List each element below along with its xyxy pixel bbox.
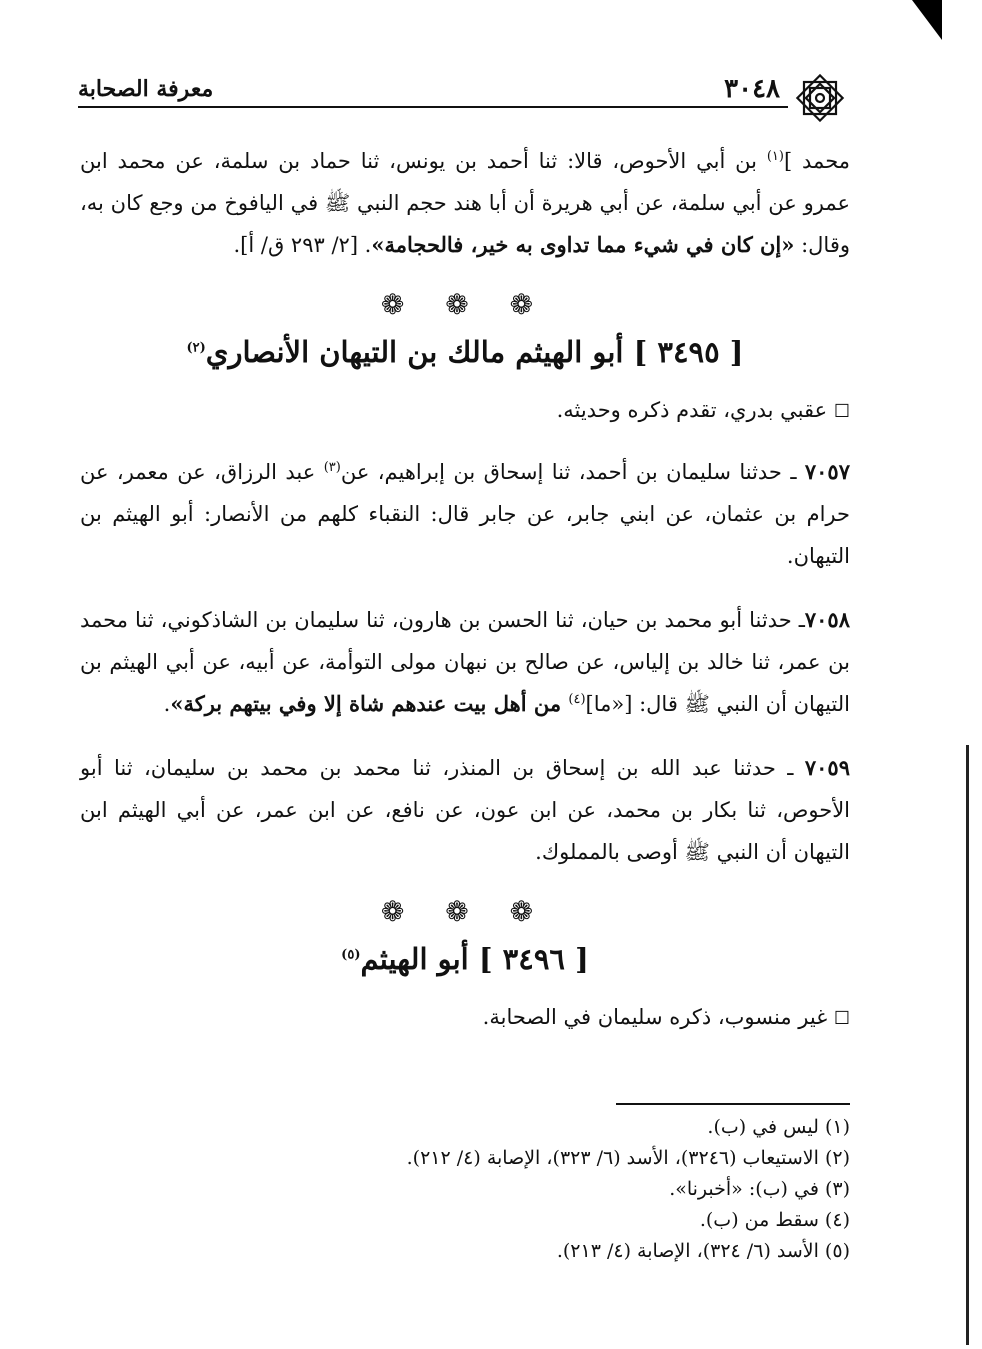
entry-heading-3496	[80, 936, 850, 982]
hadith-quote: «إن كان في شيء مما تداوى به خير، فالحجامة»	[371, 232, 795, 257]
margin-rule	[966, 745, 969, 1345]
hadith-number: ٧٠٥٨	[804, 607, 850, 632]
footnotes	[80, 1112, 850, 1267]
corner-mark	[912, 0, 942, 40]
hadith-7057	[80, 451, 850, 577]
entry-name: أبو الهيثم	[360, 942, 479, 976]
footnote-ref-2: (٢)	[186, 340, 206, 356]
footnote-ref-1: (١)	[766, 149, 784, 164]
section-divider-stars: ❁ ❁ ❁	[380, 288, 550, 321]
note-text: غير منسوب، ذكره سليمان في الصحابة.	[482, 1005, 834, 1029]
biography-note	[80, 389, 850, 433]
footnote-5: (٥) الأسد (٦/ ٣٢٤)، الإصابة (٤/ ٢١٣).	[556, 1240, 850, 1262]
note-text: عقبي بدري، تقدم ذكره وحديثه.	[556, 398, 834, 422]
footnote-ref-5: (٥)	[341, 947, 361, 963]
footnote-1: (١) ليس في (ب).	[707, 1116, 850, 1138]
hadith-paragraph-continued	[80, 140, 850, 266]
entry-number: [ ٣٤٩٦ ]	[478, 942, 589, 976]
page-body	[80, 140, 850, 1058]
octagram-ornament-icon	[792, 70, 848, 126]
footnote-ref-3: (٣)	[323, 460, 341, 475]
footnote-ref-4: (٤)	[568, 692, 586, 707]
entry-heading-3495	[80, 329, 850, 375]
section-divider-stars: ❁ ❁ ❁	[380, 895, 550, 928]
entry-number: [ ٣٤٩٥ ]	[633, 335, 744, 369]
page-number: ٣٠٤٨	[724, 74, 780, 104]
text-run: محمد ]	[783, 149, 851, 173]
text-run: ـ حدثنا عبد الله بن إسحاق بن المنذر، ثنا محمد بن محمد بن سليمان، ثنا أبو الأحوص، ثنا بكار بن محمد، عن ابن عون، عن نافع، عن ابن عمر، عن أبي الهيثم ابن التيهان أن النبي ﷺ أوصى بالمملوك.	[80, 756, 850, 864]
running-title: معرفة الصحابة	[78, 76, 214, 102]
footnote-2: (٢) الاستيعاب (٣٢٤٦)، الأسد (٦/ ٣٢٣)، الإصابة (٤/ ٢١٢).	[406, 1147, 850, 1169]
square-marker-icon: ☐	[833, 401, 850, 422]
hadith-7059	[80, 747, 850, 873]
folio-reference: . [٢/ ٢٩٣ ق/ أ].	[233, 233, 372, 257]
text-run: بن أبي الأحوص، قالا: ثنا أحمد بن يونس، ثنا حماد بن سلمة، عن محمد ابن عمرو عن أبي سلمة، عن أبي هريرة أن أبا هند حجم النبي ﷺ في اليافوخ من وجع كان به، وقال:	[80, 149, 850, 257]
header-rule	[78, 106, 788, 108]
hadith-number: ٧٠٥٧	[804, 459, 850, 484]
text-run: عبد الرزاق، عن معمر، عن حرام بن عثمان، عن ابني جابر، عن جابر قال: النقباء كلهم من الأنصار: أبو الهيثم بن التيهان.	[80, 460, 850, 568]
page-header	[78, 64, 848, 134]
footnote-3: (٣) في (ب): «أخبرنا».	[669, 1178, 850, 1200]
biography-note	[80, 996, 850, 1040]
text-run: ـ حدثنا أبو محمد بن حيان، ثنا الحسن بن هارون، ثنا سليمان بن الشاذكوني، ثنا محمد بن عمر، ثنا خالد بن إلياس، عن صالح بن نبهان مولى التوأمة، عن أبيه، عن أبي الهيثم بن التيهان أن النبي ﷺ قال: [«ما]	[80, 608, 850, 716]
hadith-7058	[80, 599, 850, 725]
footnote-4: (٤) سقط من (ب).	[699, 1209, 850, 1231]
entry-name: أبو الهيثم مالك بن التيهان الأنصاري	[205, 335, 634, 369]
text-run: .	[163, 692, 171, 716]
hadith-number: ٧٠٥٩	[804, 755, 850, 780]
hadith-quote: من أهل بيت عندهم شاة إلا وفي بيتهم بركة»	[170, 691, 569, 716]
text-run: ـ حدثنا سليمان بن أحمد، ثنا إسحاق بن إبراهيم، عن	[340, 460, 805, 484]
square-marker-icon: ☐	[833, 1008, 850, 1029]
footnote-separator	[616, 1103, 850, 1105]
